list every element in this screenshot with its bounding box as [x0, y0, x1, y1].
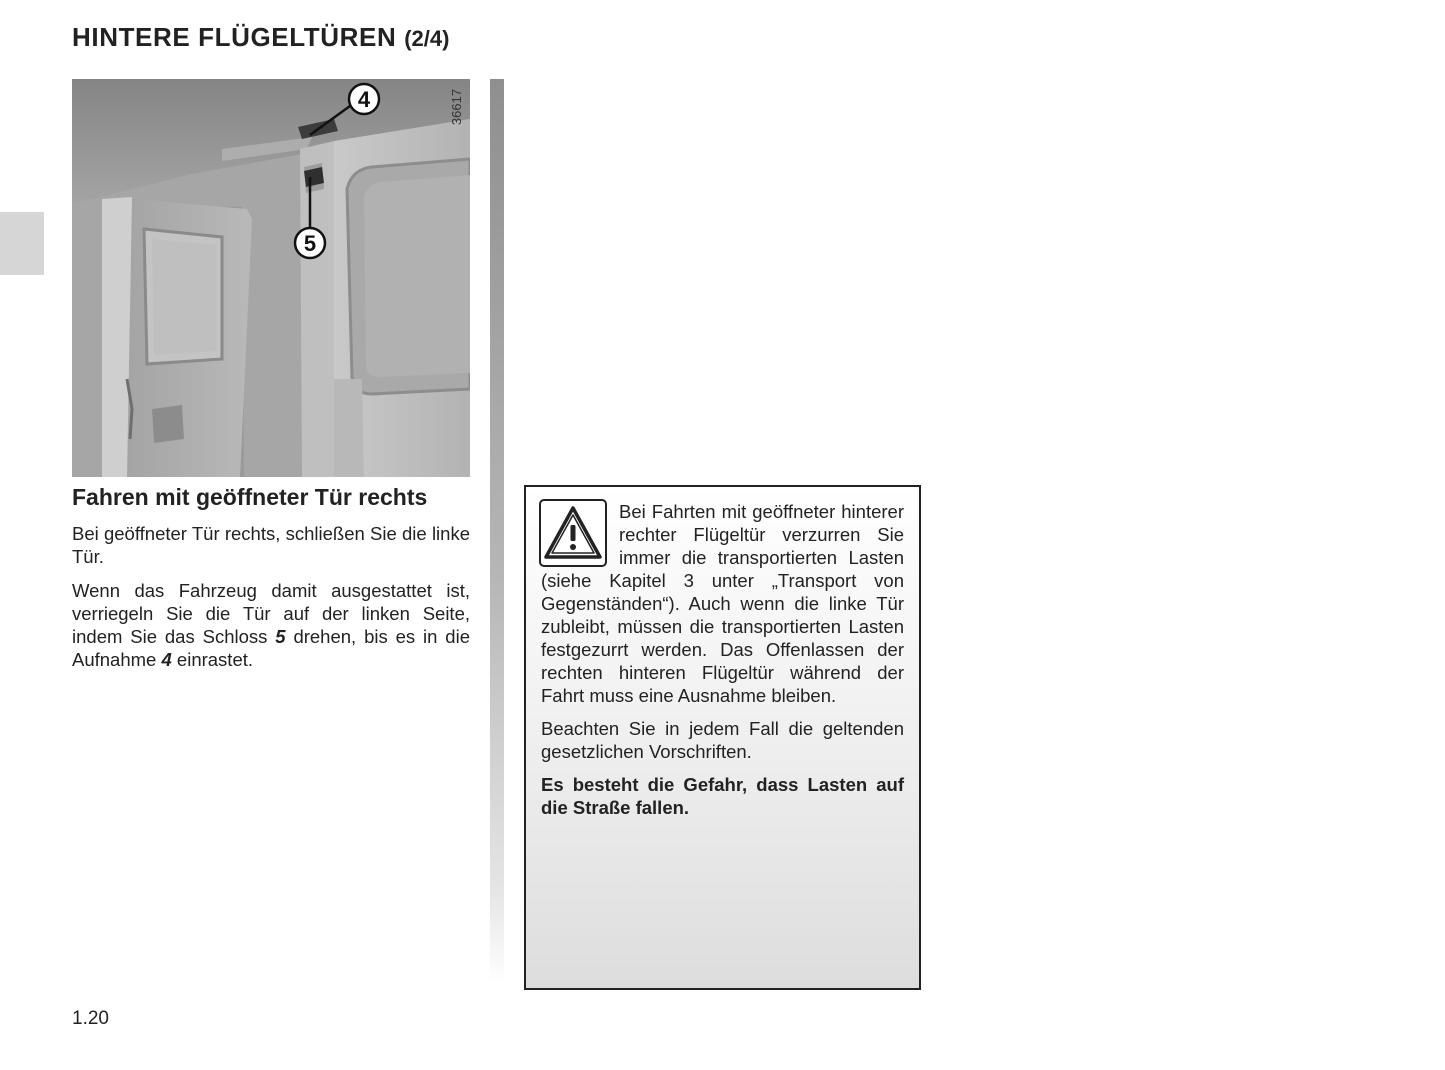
chapter-side-tab	[0, 212, 44, 275]
warning-triangle-icon	[539, 499, 607, 567]
section-paragraph-2	[72, 579, 470, 671]
ref-lock-5: 5	[275, 626, 286, 647]
warning-paragraph-2: Beachten Sie in jedem Fall die geltenden gesetzlichen Vorschriften.	[541, 718, 904, 762]
page-title	[72, 22, 449, 53]
paragraph-2-part-3: einrastet.	[171, 649, 254, 670]
warning-box	[524, 485, 921, 990]
ref-catch-4: 4	[161, 649, 172, 670]
callout-4-label: 4	[357, 87, 371, 112]
section-paragraph-1: Bei geöffneter Tür rechts, schließen Sie die linke Tür.	[72, 523, 470, 567]
warning-paragraph-3: Es besteht die Gefahr, dass Lasten auf die Straße fallen.	[541, 774, 904, 818]
warning-paragraph-1: Bei Fahrten mit geöffneter hinterer rechter Flügeltür verzurren Sie immer die transportierten Lasten (siehe Kapitel 3 unter „Transport von Gegenständen“). Auch wenn die linke Tür zubleibt, müssen die transportierten Lasten festgezurrt werden. Das Offenlassen der rechten hinteren Flügeltür während der Fahrt muss eine Ausnahme bleiben.	[541, 501, 904, 706]
page-number: 1.20	[72, 1008, 109, 1029]
section-heading: Fahren mit geöffneter Tür rechts	[72, 484, 428, 510]
paragraph-2-part-1: Wenn das Fahrzeug damit ausgestattet ist, verriegeln Sie die Tür auf der linken Seite, indem Sie das Schloss	[72, 580, 470, 647]
callout-4	[349, 84, 379, 114]
rear-door-illustration	[72, 79, 470, 477]
page-title-text: HINTERE FLÜGELTÜREN	[72, 22, 397, 52]
paragraph-2-part-2: drehen, bis es in die Aufnahme	[72, 626, 470, 670]
callout-5	[295, 228, 325, 258]
column-divider	[490, 79, 504, 984]
page-title-part: (2/4)	[404, 26, 450, 51]
rear-door-photo	[72, 79, 470, 477]
callout-5-label: 5	[303, 231, 317, 256]
image-number: 36617	[449, 88, 464, 126]
